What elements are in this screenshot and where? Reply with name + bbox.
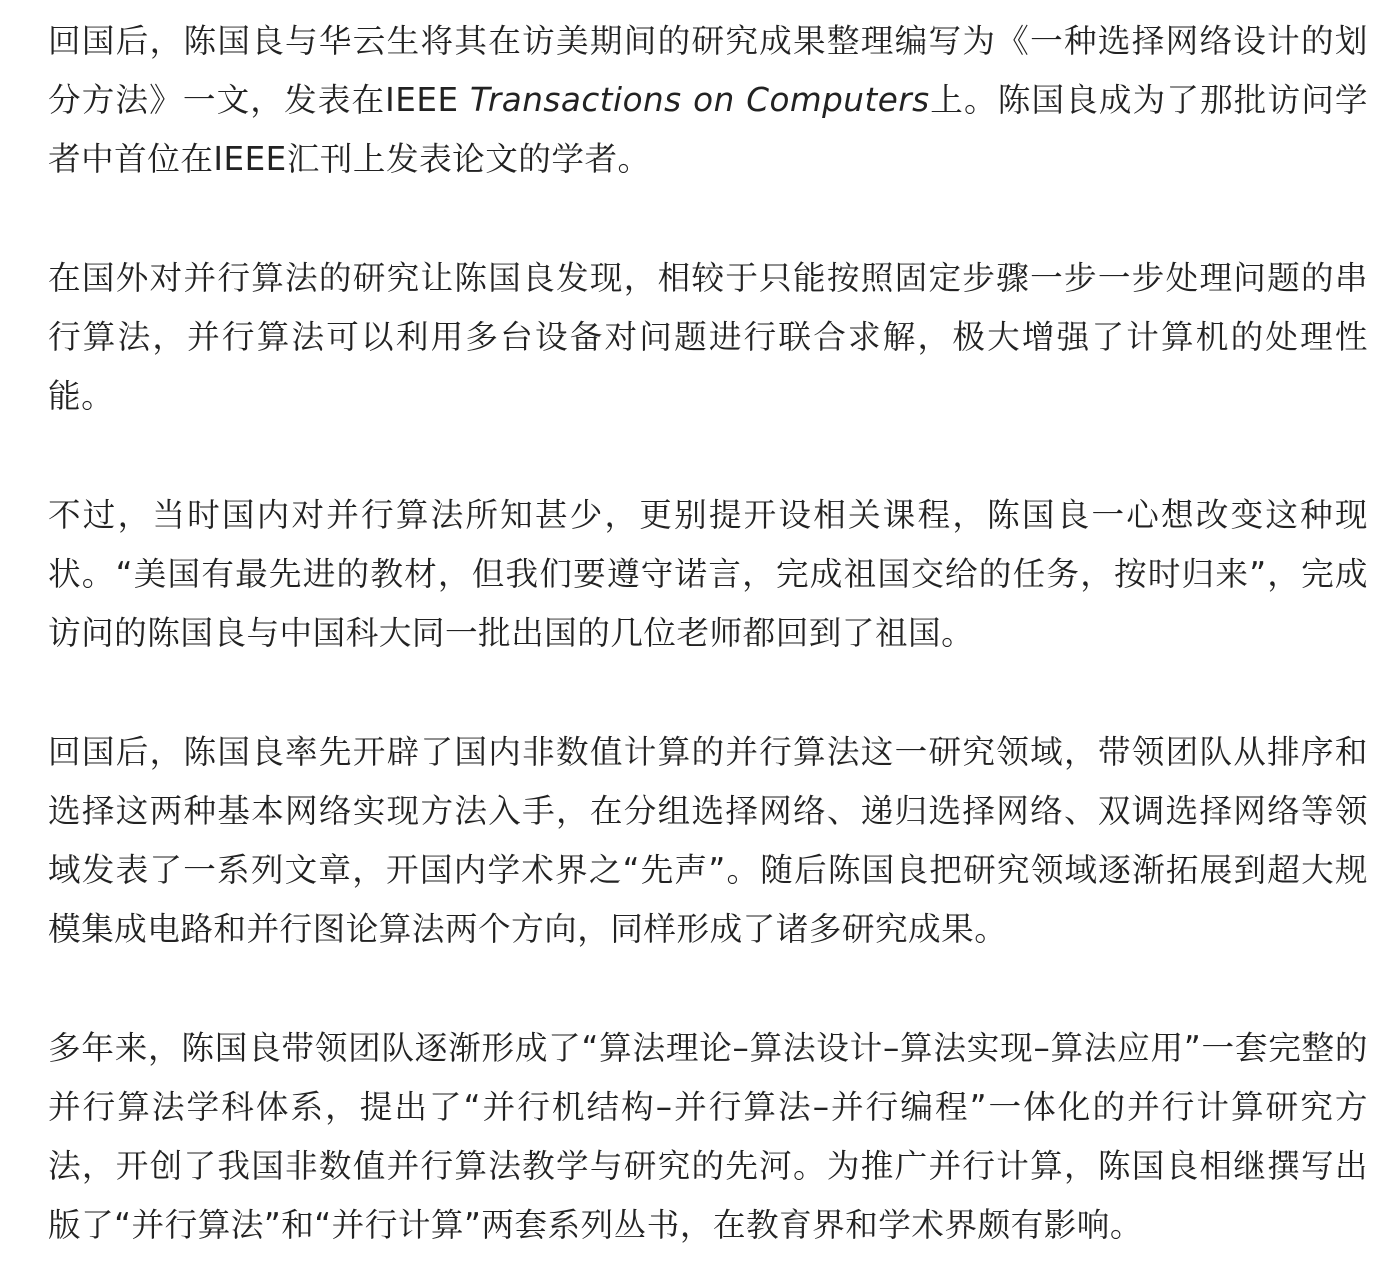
paragraph-3: 不过，当时国内对并行算法所知甚少，更别提开设相关课程，陈国良一心想改变这种现状。“美国有最先进的教材，但我们要遵守诺言，完成祖国交给的任务，按时归来”，完成访问的陈国良与中国科大同一批出国的几位老师都回到了祖国。 xyxy=(48,496,1368,652)
journal-name: Transactions on Computers xyxy=(470,81,930,119)
paragraph-5: 多年来，陈国良带领团队逐渐形成了“算法理论–算法设计–算法实现–算法应用”一套完整的并行算法学科体系，提出了“并行机结构–并行算法–并行编程”一体化的并行计算研究方法，开创了我国非数值并行算法教学与研究的先河。为推广并行计算，陈国良相继撰写出版了“并行算法”和“并行计算”两套系列丛书，在教育界和学术界颇有影响。 xyxy=(48,1029,1368,1244)
paragraph-1-text-after: 上。陈国良成为了那批访问学者中首位在IEEE汇刊上发表论文的学者。 xyxy=(48,81,1368,178)
paragraph-1 xyxy=(48,12,1368,189)
paragraph-2: 在国外对并行算法的研究让陈国良发现，相较于只能按照固定步骤一步一步处理问题的串行算法，并行算法可以利用多台设备对问题进行联合求解，极大增强了计算机的处理性能。 xyxy=(48,259,1368,415)
article-body xyxy=(48,12,1368,1255)
paragraph-4: 回国后，陈国良率先开辟了国内非数值计算的并行算法这一研究领域，带领团队从排序和选择这两种基本网络实现方法入手，在分组选择网络、递归选择网络、双调选择网络等领域发表了一系列文章，开国内学术界之“先声”。随后陈国良把研究领域逐渐拓展到超大规模集成电路和并行图论算法两个方向，同样形成了诸多研究成果。 xyxy=(48,733,1368,948)
paragraph-1-text-before: 回国后，陈国良与华云生将其在访美期间的研究成果整理编写为《一种选择网络设计的划分方法》一文，发表在IEEE xyxy=(48,22,1368,119)
